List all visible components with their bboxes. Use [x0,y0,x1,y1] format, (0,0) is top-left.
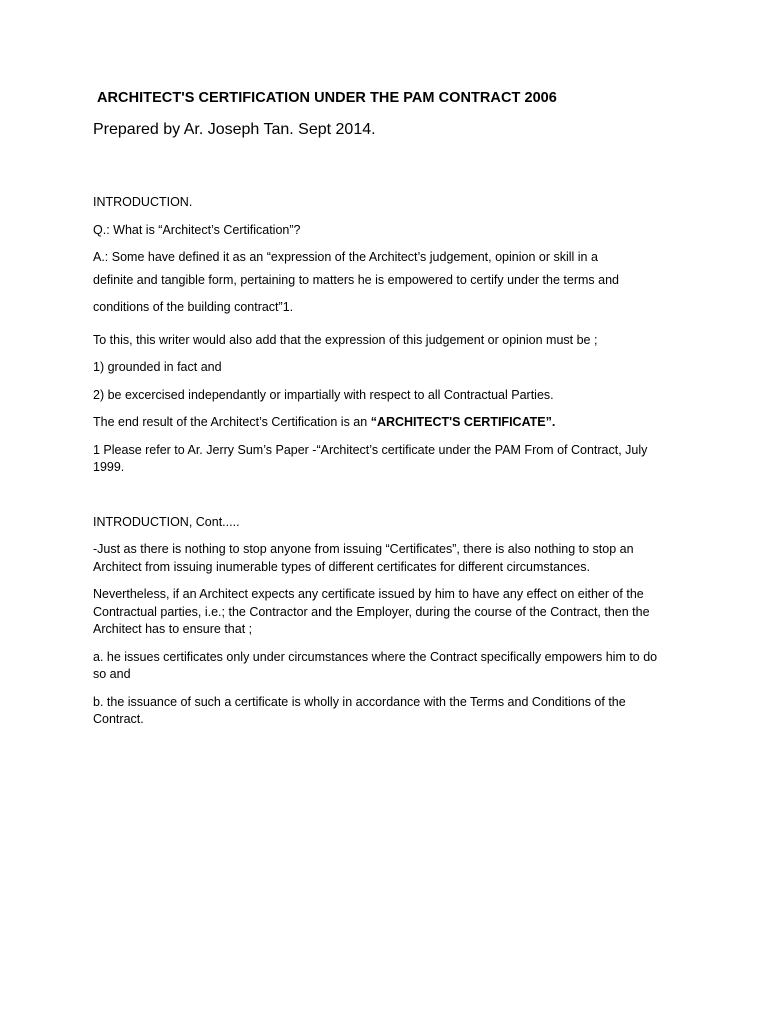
end-result-bold: “ARCHITECT'S CERTIFICATE”. [370,415,556,429]
introduction-section [93,194,673,477]
document-body [93,88,673,729]
introduction-cont-section [93,514,673,729]
question-text: Q.: What is “Architect’s Certification”? [93,222,301,237]
cont-paragraph-1: -Just as there is nothing to stop anyone from issuing “Certificates”, there is also nothing to stop an Architect from issuing inumerable types of different certificates for different circumstances. [93,542,634,574]
list-item-b: b. the issuance of such a certificate is wholly in accordance with the Terms and Conditions of the Contract. [93,694,626,726]
document-subtitle: Prepared by Ar. Joseph Tan. Sept 2014. [93,121,376,138]
footnote: 1 Please refer to Ar. Jerry Sum’s Paper -“Architect’s certificate under the PAM From of Contract, July 1999. [93,442,648,474]
addition-text: To this, this writer would also add that the expression of this judgement or opinion must be ; [93,332,598,347]
end-result-prefix: The end result of the Architect’s Certification is an [93,415,371,429]
list-item-a: a. he issues certificates only under circumstances where the Contract specifically empowers him to do so and [93,649,658,681]
answer-line-2: definite and tangible form, pertaining to matters he is empowered to certify under the terms and [93,272,619,287]
point-1: 1) grounded in fact and [93,360,222,374]
answer-line-3: conditions of the building contract”1. [93,300,294,314]
cont-paragraph-2: Nevertheless, if an Architect expects any certificate issued by him to have any effect on either of the Contractual parties, i.e.; the Contractor and the Employer, during the course of the Contract, then the Architect has to ensure that ; [93,587,650,636]
answer-line-1: A.: Some have defined it as an “expression of the Architect’s judgement, opinion or skill in a [93,250,598,264]
introduction-cont-heading: INTRODUCTION, Cont..... [93,514,240,529]
point-2: 2) be excercised independantly or impartially with respect to all Contractual Parties. [93,387,554,402]
document-title: ARCHITECT'S CERTIFICATION UNDER THE PAM CONTRACT 2006 [97,90,557,106]
end-result-text [93,414,673,432]
introduction-heading: INTRODUCTION. [93,195,193,209]
